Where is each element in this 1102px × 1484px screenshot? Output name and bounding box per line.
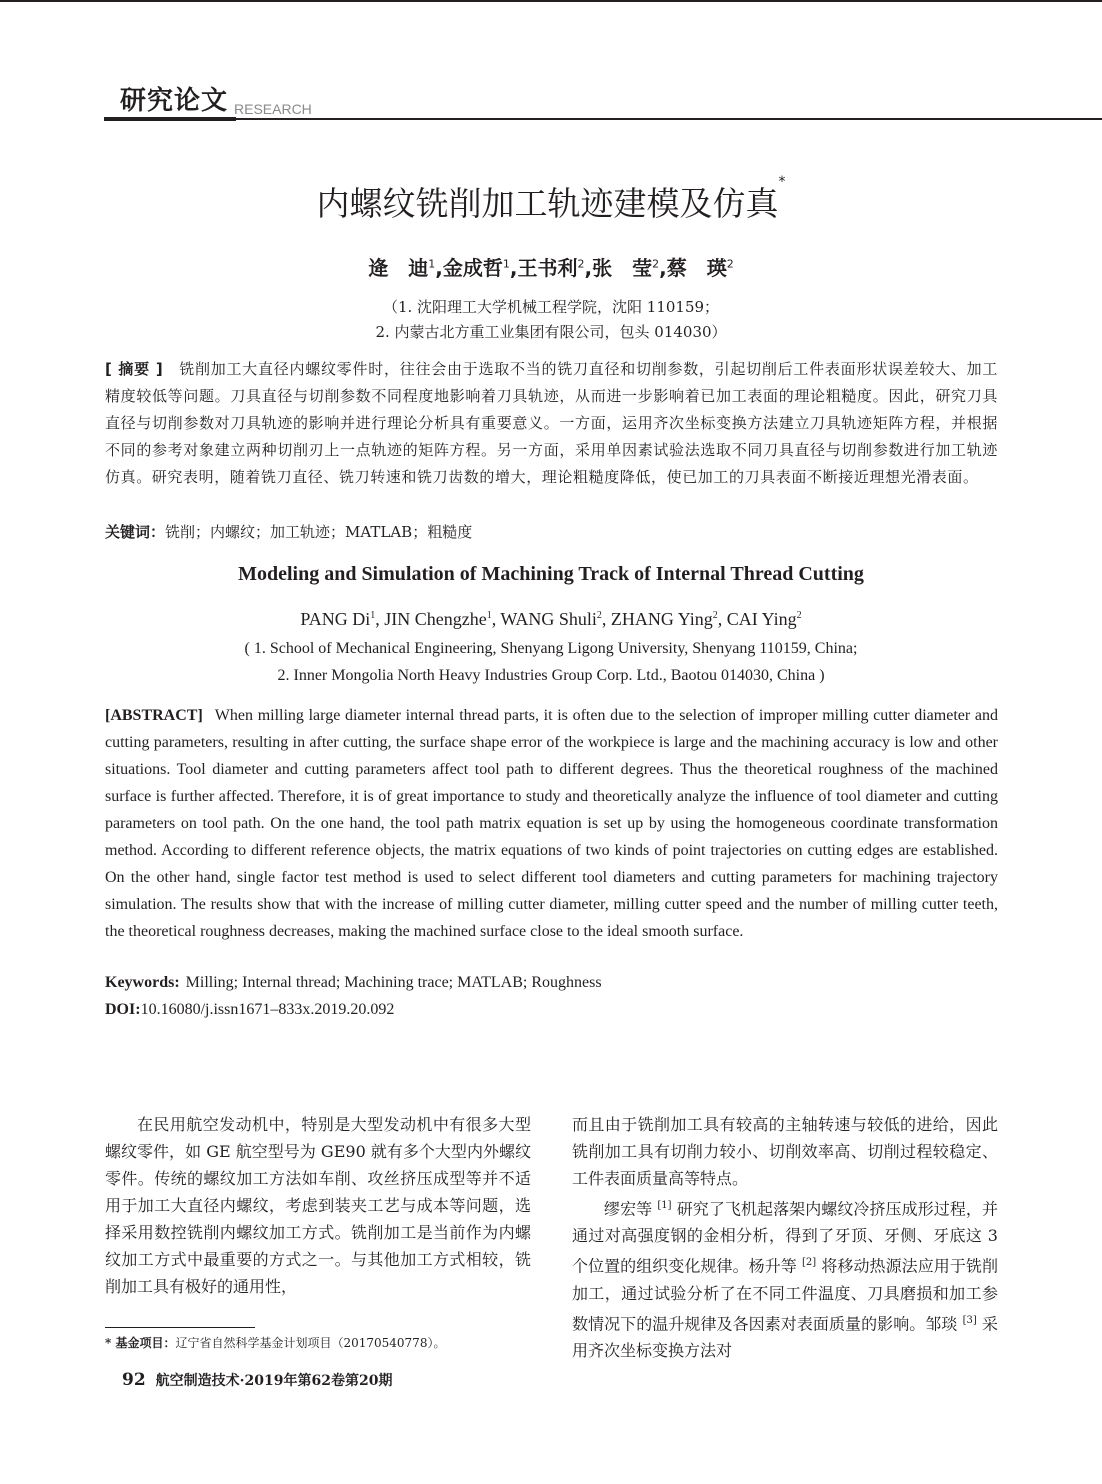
affiliation-en-2: 2. Inner Mongolia North Heavy Industries Group Corp. Ltd., Baotou 014030, China ) xyxy=(277,667,825,684)
affiliation-cn-2: 2. 内蒙古北方重工业集团有限公司，包头 014030） xyxy=(375,323,727,341)
author-name-en: ZHANG Ying xyxy=(610,609,713,629)
doi-line xyxy=(105,1001,998,1019)
abstract-en-label: [ABSTRACT] xyxy=(105,707,203,724)
top-border-line xyxy=(0,0,1102,2)
header-rule-thick xyxy=(104,117,236,121)
author-affil-mark: 2 xyxy=(726,257,734,271)
paper-title-cn xyxy=(0,174,1102,225)
page-number: 92 xyxy=(122,1370,146,1390)
author-affil-mark: 2 xyxy=(796,610,802,621)
citation-ref: [2] xyxy=(802,1257,817,1269)
footnote-label: * 基金项目： xyxy=(105,1336,176,1350)
doi-value: 10.16080/j.issn1671–833x.2019.20.092 xyxy=(140,1001,395,1018)
body-text: 缪宏等 xyxy=(604,1199,653,1219)
section-label: 研究论文 xyxy=(120,86,229,116)
footnote xyxy=(105,1334,445,1351)
abstract-en xyxy=(105,702,998,945)
author-affil-mark: 2 xyxy=(712,610,718,621)
author-name: 张 莹 xyxy=(592,256,653,280)
body-column-left xyxy=(105,1111,531,1300)
title-text: 内螺纹铣削加工轨迹建模及仿真 xyxy=(316,184,779,223)
journal-info: 航空制造技术·2019年第62卷第20期 xyxy=(155,1373,393,1389)
abstract-cn-text: 铣削加工大直径内螺纹零件时，往往会由于选取不当的铣刀直径和切削参数，引起切削后工件表面形状误差较大、加工精度较低等问题。刀具直径与切削参数不同程度地影响着刀具轨迹，从而进一步影响着已加工表面的理论粗糙度。因此，研究刀具直径与切削参数对刀具轨迹的影响并进行理论分析具有重要意义。一方面，运用齐次坐标变换方法建立刀具轨迹矩阵方程，并根据不同的参考对象建立两种切削刃上一点轨迹的矩阵方程。另一方面，采用单因素试验法选取不同刀具直径与切削参数进行加工轨迹仿真。研究表明，随着铣刀直径、铣刀转速和铣刀齿数的增大，理论粗糙度降低，使已加工的刀具表面不断接近理想光滑表面。 xyxy=(105,360,998,486)
affiliation-en-1: ( 1. School of Mechanical Engineering, Shenyang Ligong University, Shenyang 110159, China; xyxy=(244,640,858,657)
author-name-en: PANG Di xyxy=(300,609,371,629)
author-affil-mark: 2 xyxy=(652,257,660,271)
authors-en: PANG Di$^1$, JIN Chengzhe$^1$, WANG Shuli$^2$, ZHANG Ying$^2$, CAI Ying$^2$ xyxy=(300,609,802,629)
body-paragraph: 而且由于铣削加工具有较高的主轴转速与较低的进给，因此铣削加工具有切削力较小、切削效率高、切削过程较稳定、工件表面质量高等特点。 xyxy=(572,1115,998,1188)
author-name: 金成哲 xyxy=(442,256,503,280)
title-footnote-mark: * xyxy=(778,174,786,190)
author-name: 蔡 瑛 xyxy=(666,256,727,280)
author-name-en: CAI Ying xyxy=(726,609,797,629)
author-name-en: JIN Chengzhe xyxy=(384,609,487,629)
citation-ref: [3] xyxy=(962,1314,977,1326)
body-text: 研究了飞机起落架内螺纹冷挤压成形过程，并通过对高强度钢的金相分析，得到了牙顶、牙侧、牙底这 3 个位置的组织变化规律。杨升等 xyxy=(572,1199,998,1276)
keywords-cn-text: 铣削；内螺纹；加工轨迹；MATLAB；粗糙度 xyxy=(165,523,473,541)
body-text: 采用齐次坐标变换方法对 xyxy=(572,1313,998,1360)
abstract-cn xyxy=(105,356,998,491)
keywords-en-text: Milling; Internal thread; Machining trace; MATLAB; Roughness xyxy=(185,974,602,991)
affiliation-cn-1: （1. 沈阳理工大学机械工程学院，沈阳 110159； xyxy=(382,298,720,316)
footnote-rule xyxy=(105,1327,255,1328)
keywords-en xyxy=(105,974,998,992)
author-affil-mark: 2 xyxy=(596,610,602,621)
author-affil-mark: 1 xyxy=(428,257,436,271)
footnote-text: 辽宁省自然科学基金计划项目（20170540778）。 xyxy=(175,1336,446,1350)
section-label-english: RESEARCH xyxy=(234,101,312,117)
page-footer xyxy=(122,1370,392,1390)
author-affil-mark: 1 xyxy=(370,610,376,621)
keywords-cn xyxy=(105,521,998,542)
author-name: 王书利 xyxy=(517,256,578,280)
author-affil-mark: 1 xyxy=(502,257,510,271)
header-rule xyxy=(236,118,1102,120)
body-paragraph: 在民用航空发动机中，特别是大型发动机中有很多大型螺纹零件，如 GE 航空型号为 GE90 就有多个大型内外螺纹零件。传统的螺纹加工方法如车削、攻丝挤压成型等并不适用于加工大直径内螺纹，考虑到装夹工艺与成本等问题，选择采用数控铣削内螺纹加工方式。铣削加工是当前作为内螺纹加工方式中最重要的方式之一。与其他加工方式相较，铣削加工具有极好的通用性， xyxy=(105,1115,531,1296)
author-name: 逄 迪 xyxy=(368,256,429,280)
abstract-en-text: When milling large diameter internal thread parts, it is often due to the selection of improper milling cutter diameter and cutting parameters, resulting in after cutting, the surface shape error of the workpiece is large and the machining accuracy is low and other situations. Tool diameter and cutting parameters affect tool path to different degrees. Thus the theoretical roughness of the machined surface is further affected. Therefore, it is of great importance to study and theoretically analyze the influence of tool diameter and cutting parameters on tool path. On the one hand, the tool path matrix equation is set up by using the homogeneous coordinate transformation method. According to different reference objects, the matrix equations of two kinds of point trajectories on cutting edges are established. On the other hand, single factor test method is used to select different tool diameters and cutting parameters for machining trajectory simulation. The results show that with the increase of milling cutter diameter, milling cutter speed and the number of milling cutter teeth, the theoretical roughness decreases, making the machined surface close to the ideal smooth surface. xyxy=(105,707,998,940)
authors-cn: 逄 迪$^1$,金成哲$^1$,王书利$^2$,张 莹$^2$,蔡 瑛$^2$ xyxy=(368,256,734,280)
author-affil-mark: 1 xyxy=(486,610,492,621)
body-column-right xyxy=(572,1111,998,1364)
citation-ref: [1] xyxy=(657,1200,672,1211)
body-text: 将移动热源法应用于铣削加工，通过试验分析了在不同工件温度、刀具磨损和加工参数情况下的温升规律及各因素对表面质量的影响。邹琰 xyxy=(572,1256,998,1333)
author-affil-mark: 2 xyxy=(577,257,585,271)
keywords-cn-label: 关键词： xyxy=(105,523,166,541)
abstract-cn-label: [ 摘要 ] xyxy=(105,360,164,378)
keywords-en-label: Keywords: xyxy=(105,974,180,991)
author-name-en: WANG Shuli xyxy=(500,609,597,629)
body-paragraph xyxy=(572,1192,998,1364)
doi-label: DOI: xyxy=(105,1001,141,1018)
paper-title-en: Modeling and Simulation of Machining Track of Internal Thread Cutting xyxy=(238,563,864,585)
